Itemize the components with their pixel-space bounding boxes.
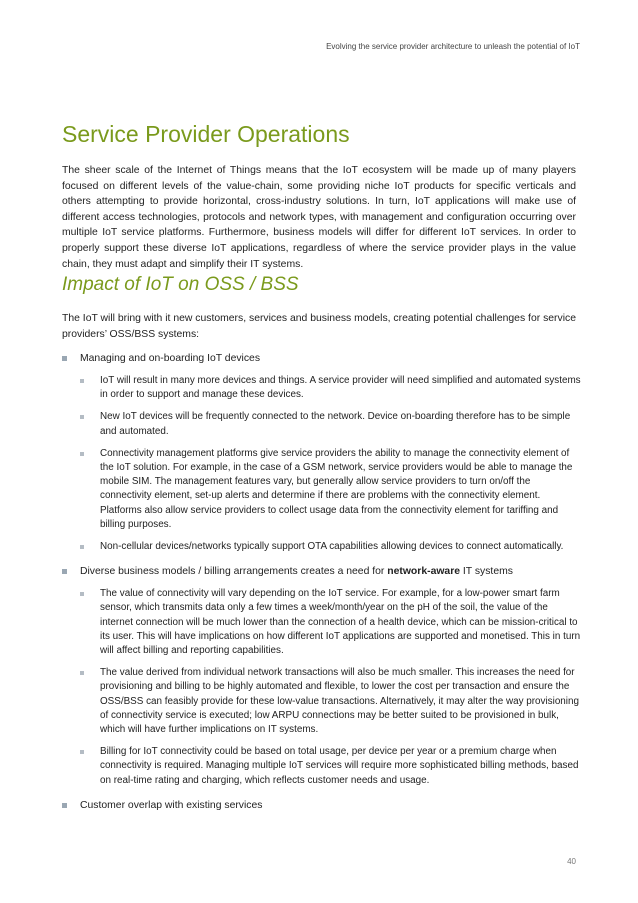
sub-bullet-item <box>80 540 582 554</box>
subsection-title: Impact of IoT on OSS / BSS <box>62 274 299 295</box>
lead-paragraph: The IoT will bring with it new customers, services and business models, creating potential challenges for service providers’ OSS/BSS systems: <box>62 313 576 340</box>
sub-bullet-marker <box>80 415 84 419</box>
bullet-text-start: Diverse business models / billing arrangements creates a need for <box>80 566 388 578</box>
sub-bullet-item <box>80 666 582 737</box>
bullet-text-bold: network-aware <box>387 566 461 578</box>
sub-bullet-text: The value derived from individual network transactions will also be much smaller. This increases the need for provisioning and billing to be highly automated and flexible, to lower the cost per transaction and ensure the OSS/BSS can feasibly provide for these low-value transactions. Alternatively, it may alter the way provisioning of connectivity service is executed; low ARPU connections may be better suited to be provisioned in bulk, which will have further implications on IT systems. <box>100 667 579 736</box>
bullet-text-end: IT systems <box>460 566 513 578</box>
bullet-item <box>62 798 582 813</box>
bullet-marker <box>62 356 67 361</box>
sub-bullet-text: The value of connectivity will vary depending on the IoT service. For example, for a low-power smart farm sensor, which transmits data only a few times a week/month/year on the pH of the soil, the value of the internet connection will be much lower than the connection of a health device, which can be mission-critical to its user. This will have implications on how different IoT applications are supported and monetised. This in turn will affect billing and reporting capabilities. <box>100 588 581 657</box>
sub-bullet-marker <box>80 545 84 549</box>
page-number: 40 <box>567 857 576 866</box>
sub-bullet-marker <box>80 750 84 754</box>
sub-bullet-item <box>80 447 582 532</box>
sub-bullet-item <box>80 374 582 402</box>
bullet-list <box>62 351 582 823</box>
bullet-text: Customer overlap with existing services <box>80 799 263 811</box>
sub-bullet-list <box>80 587 582 788</box>
section-title: Service Provider Operations <box>62 121 350 147</box>
sub-bullet-text: Billing for IoT connectivity could be based on total usage, per device per year or a premium charge when connectivity is required. Managing multiple IoT services will require more sophisticated billing methods, based on real-time rating and charging, which reflects customer needs and usage. <box>100 746 579 786</box>
sub-bullet-text: IoT will result in many more devices and things. A service provider will need simplified and automated systems in order to support and manage these devices. <box>100 375 581 401</box>
sub-bullet-item <box>80 587 582 658</box>
bullet-marker <box>62 569 67 574</box>
running-header: Evolving the service provider architecture to unleash the potential of IoT <box>326 42 580 51</box>
sub-bullet-text: Connectivity management platforms give service providers the ability to manage the connectivity element of the IoT solution. For example, in the case of a GSM network, service providers would be able to manage the mobile SIM. The management features vary, but generally allow service providers to turn on/off the connectivity element, set-up alerts and determine if there are problems with the connectivity element. Platforms also allow service providers to collect usage data from the connectivity element for tariffing and billing purposes. <box>100 447 573 530</box>
sub-bullet-text: New IoT devices will be frequently connected to the network. Device on-boarding therefore has to be simple and automated. <box>100 411 571 437</box>
sub-bullet-item <box>80 745 582 788</box>
sub-bullet-marker <box>80 671 84 675</box>
bullet-text: Managing and on-boarding IoT devices <box>80 353 261 364</box>
sub-bullet-marker <box>80 379 84 383</box>
sub-bullet-text: Non-cellular devices/networks typically support OTA capabilities allowing devices to connect automatically. <box>100 541 564 553</box>
bullet-marker <box>62 803 67 808</box>
sub-bullet-item <box>80 410 582 438</box>
intro-paragraph: The sheer scale of the Internet of Things means that the IoT ecosystem will be made up of many players focused on different levels of the value-chain, some providing niche IoT products for specific verticals and others attempting to provide horizontal, cross-industry solutions. In turn, IoT applications will make use of different access technologies, protocols and network types, with management and configuration occurring over multiple IoT service platforms. Furthermore, business models will differ for different IoT services. In order to properly support these diverse IoT applications, regardless of where the service provider plays in the value chain, they must adapt and simplify their IT systems. <box>62 165 576 270</box>
bullet-item <box>62 564 582 788</box>
sub-bullet-marker <box>80 452 84 456</box>
sub-bullet-list <box>80 374 582 554</box>
bullet-item <box>62 351 582 554</box>
sub-bullet-marker <box>80 592 84 596</box>
